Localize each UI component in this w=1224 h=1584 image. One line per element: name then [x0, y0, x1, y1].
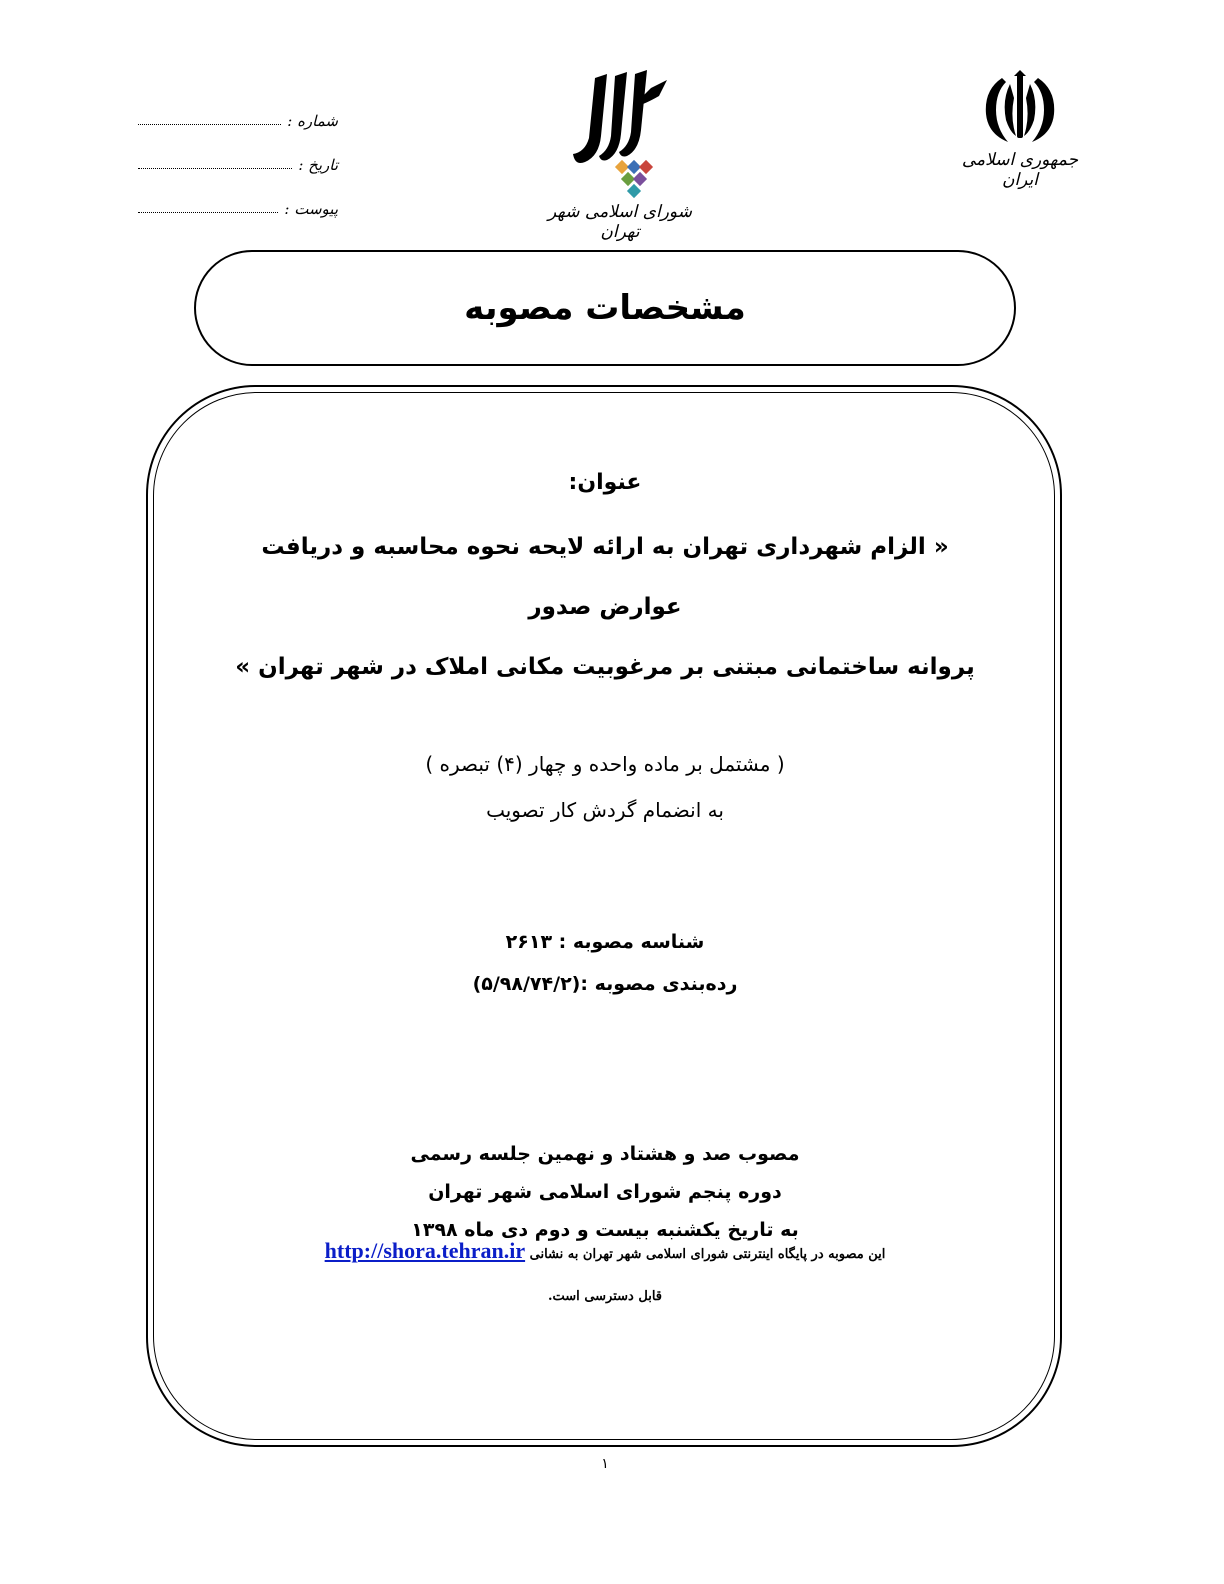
approval-line-2: دوره پنجم شورای اسلامی شهر تهران	[428, 1181, 782, 1203]
document-title: مشخصات مصوبه	[464, 288, 746, 328]
subject-label: عنوان:	[568, 470, 642, 495]
date-field	[138, 130, 338, 174]
tile-6	[627, 184, 641, 198]
subject-text	[170, 517, 1040, 697]
council-website-link[interactable]: http://shora.tehran.ir	[324, 1238, 526, 1263]
title-box	[194, 250, 1016, 366]
includes-line-1: ( مشتمل بر ماده واحده و چهار (۴) تبصره )	[425, 752, 785, 776]
attachment-field	[138, 174, 338, 218]
number-label: شماره :	[287, 112, 338, 130]
approval-line-1: مصوب صد و هشتاد و نهمین جلسه رسمی	[410, 1143, 800, 1165]
council-logo	[530, 70, 710, 240]
republic-name: جمهوری اسلامی ایران	[961, 150, 1079, 190]
emblem-icon	[980, 70, 1060, 146]
access-note	[170, 1230, 1040, 1318]
subject-line-1: « الزام شهرداری تهران به ارائه لایحه نحوه محاسبه و دریافت عوارض صدور	[261, 534, 949, 620]
resolution-details	[170, 470, 1040, 1249]
attachment-label: پیوست :	[284, 200, 338, 218]
tile-3	[639, 160, 653, 174]
number-field	[138, 86, 338, 130]
access-suffix: قابل دسترسی است.	[548, 1289, 662, 1304]
national-emblem	[950, 70, 1090, 190]
council-logo-icon	[555, 70, 685, 200]
date-label: تاریخ :	[298, 156, 338, 174]
subject-line-2: پروانه ساختمانی مبتنی بر مرغوبیت مکانی املاک در شهر تهران »	[235, 654, 975, 680]
page-number: ۱	[601, 1456, 609, 1472]
approval-line-3: به تاریخ یکشنبه بیست و دوم دی ماه ۱۳۹۸	[411, 1219, 799, 1241]
date-dotted-line	[138, 167, 292, 169]
includes-line-2: به انضمام گردش کار تصویب	[486, 798, 724, 822]
resolution-classification: رده‌بندی مصوبه :(۵/۹۸/۷۴/۲)	[472, 973, 738, 995]
letterhead-fields	[138, 86, 338, 218]
resolution-identifiers	[170, 921, 1040, 1005]
tile-5	[633, 172, 647, 186]
access-line-1	[170, 1230, 1040, 1276]
access-prefix: این مصوبه در پایگاه اینترنتی شورای اسلامی شهر تهران به نشانی	[529, 1247, 886, 1262]
attachment-dotted-line	[138, 211, 278, 213]
includes-note	[170, 741, 1040, 833]
number-dotted-line	[138, 123, 281, 125]
resolution-id: شناسه مصوبه : ۲۶۱۳	[505, 931, 705, 953]
council-name: شورای اسلامی شهر تهران	[548, 202, 692, 242]
